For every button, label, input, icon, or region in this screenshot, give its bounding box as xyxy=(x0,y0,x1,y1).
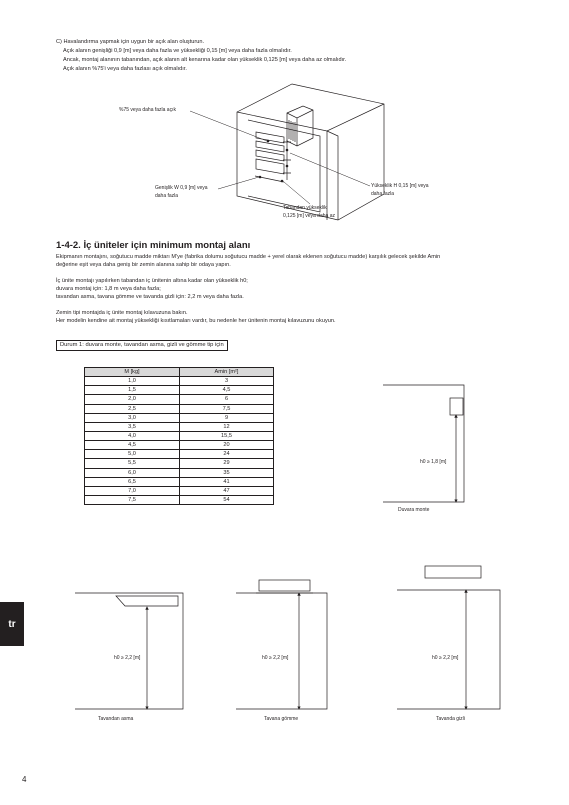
intro-line-3: Ancak, montaj alanının tabanından, açık alanın alt kenarına kadar olan yükseklik 0,125 [m] veya daha az olmalıdır. xyxy=(63,57,347,63)
cell-amin: 41 xyxy=(180,477,274,486)
cell-m: 7,0 xyxy=(85,486,180,495)
wall-caption: Duvara monte xyxy=(398,507,430,513)
section-paragraph-1-line-2: değerine eşit veya daha geniş bir zemin alanına sahip bir odaya yapın. xyxy=(56,262,231,268)
cell-m: 1,0 xyxy=(85,377,180,386)
cell-amin: 29 xyxy=(180,459,274,468)
case-1-label: Durum 1: duvara monte, tavandan asma, gizli ve gömme tip için xyxy=(56,340,228,351)
section-paragraph-2-line-1: İç ünite montajı yapılırken tabandan iç ünitenin altına kadar olan yükseklik h0; xyxy=(56,278,248,284)
section-title: 1-4-2. İç üniteler için minimum montaj alanı xyxy=(56,240,251,251)
header-m: M [kg] xyxy=(85,368,180,377)
concealed-caption: Tavanda gizli xyxy=(436,716,465,722)
cell-amin: 3 xyxy=(180,377,274,386)
cell-m: 5,0 xyxy=(85,450,180,459)
height-label-2: daha fazla xyxy=(371,191,395,197)
cell-amin: 20 xyxy=(180,441,274,450)
cell-amin: 4,5 xyxy=(180,386,274,395)
concealed-height-label: h0 ≥ 2,2 [m] xyxy=(432,655,459,661)
cell-amin: 7,5 xyxy=(180,404,274,413)
cell-m: 3,5 xyxy=(85,422,180,431)
cell-m: 2,0 xyxy=(85,395,180,404)
cell-amin: 24 xyxy=(180,450,274,459)
cell-amin: 47 xyxy=(180,486,274,495)
section-paragraph-1-line-1: Ekipmanın montajını, soğutucu madde miktarı M'ye (fabrika dolumu soğutucu madde + yerel olarak eklenen soğutucu madde) karşılık gelecek şekilde Amin xyxy=(56,254,441,260)
cell-amin: 12 xyxy=(180,422,274,431)
recessed-height-label: h0 ≥ 2,2 [m] xyxy=(262,655,289,661)
cell-amin: 15,5 xyxy=(180,431,274,440)
page-number: 4 xyxy=(22,775,27,784)
base-height-label-1: Tabandan yükseklik xyxy=(283,205,327,211)
cell-amin: 54 xyxy=(180,495,274,504)
section-paragraph-2-line-3: tavandan asma, tavana gömme ve tavanda gizli için: 2,2 m veya daha fazla. xyxy=(56,294,244,300)
cell-m: 3,0 xyxy=(85,413,180,422)
suspended-caption: Tavandan asma xyxy=(98,716,134,722)
section-paragraph-3-line-1: Zemin tipi montajda iç ünite montaj kılavuzuna bakın. xyxy=(56,310,188,316)
open-area-label: %75 veya daha fazla açık xyxy=(119,107,176,113)
intro-line-2: Açık alanın genişliği 0,9 [m] veya daha fazla ve yüksekliği 0,15 [m] veya daha fazla olmalıdır. xyxy=(63,48,292,54)
cell-m: 2,5 xyxy=(85,404,180,413)
cell-m: 1,5 xyxy=(85,386,180,395)
base-height-label-2: 0,125 [m] veya daha az xyxy=(283,213,335,219)
cell-amin: 6 xyxy=(180,395,274,404)
cell-amin: 35 xyxy=(180,468,274,477)
cell-m: 6,5 xyxy=(85,477,180,486)
cell-amin: 9 xyxy=(180,413,274,422)
height-label-1: Yükseklik H 0,15 [m] veya xyxy=(371,183,429,189)
cell-m: 4,5 xyxy=(85,441,180,450)
cell-m: 4,0 xyxy=(85,431,180,440)
cell-m: 6,0 xyxy=(85,468,180,477)
width-label-2: daha fazla xyxy=(155,193,179,199)
wall-height-label: h0 ≥ 1,8 [m] xyxy=(420,459,447,465)
section-paragraph-2-line-2: duvara montaj için: 1,8 m veya daha fazla; xyxy=(56,286,161,292)
header-amin: Amin [m²] xyxy=(180,368,274,377)
intro-line-4: Açık alanın %75'i veya daha fazlası açık olmalıdır. xyxy=(63,66,187,72)
cell-m: 5,5 xyxy=(85,459,180,468)
language-tab: tr xyxy=(0,602,24,646)
recessed-caption: Tavana gömme xyxy=(264,716,299,722)
intro-line-1: C) Havalandırma yapmak için uygun bir açık alan oluşturun. xyxy=(56,39,204,45)
cell-m: 7,5 xyxy=(85,495,180,504)
width-label-1: Genişlik W 0,9 [m] veya xyxy=(155,185,208,191)
suspended-height-label: h0 ≥ 2,2 [m] xyxy=(114,655,141,661)
section-paragraph-3-line-2: Her modelin kendine ait montaj yüksekliği kısıtlamaları vardır, bu nedenle her ünitenin montaj kılavuzunu okuyun. xyxy=(56,318,336,324)
